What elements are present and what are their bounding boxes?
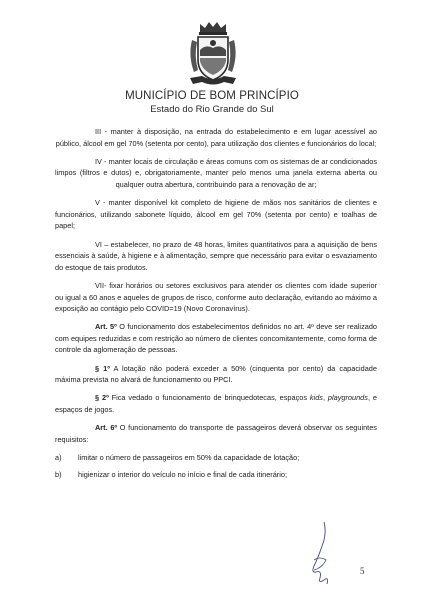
list-item [55, 452, 377, 464]
signature-icon [302, 520, 334, 590]
paragraph-2-label: § 2º [95, 393, 109, 403]
article-5-text: O funcionamento dos estabelecimentos definidos no art. 4º deve ser realizado com equipes reduzidas e com restrição ao número de clientes concomitantemente, como forma de controle da aglomeração de pessoas. [55, 322, 377, 355]
clause-vii: VII- fixar horários ou setores exclusivos para atender os clientes com idade superior ou igual a 60 anos e aqueles de grupos de risco, conforme auto declaração, evitando ao máximo a exposição ao contágio pelo COVID=19 (Novo Coronavírus). [55, 280, 377, 314]
list-item-label: a) [55, 453, 62, 462]
clause-iii: III - manter à disposição, na entrada do estabelecimento e em lugar acessível ao público, álcool em gel 70% (setenta por cento), para utilização dos clientes e funcionários do local; [55, 127, 377, 148]
article-6-text: O funcionamento do transporte de passageiros deverá observar os seguintes requisitos: [55, 423, 377, 444]
decree-body [55, 126, 377, 485]
paragraph-2-text-c: , e espaços de jogos. [55, 393, 377, 415]
clause-iv: IV - manter locais de circulação e áreas comuns com os sistemas de ar condicionados limpos (filtros e dutos) e, obrigatoriamente, manter pelo menos uma janela externa aberta ou qualquer outra abertura, contribuindo para a renovação de ar; [55, 156, 377, 189]
list-item [55, 469, 377, 481]
article-5 [55, 321, 377, 356]
paragraph-1-label: § 1º [95, 363, 110, 373]
paragraph-2 [55, 392, 377, 415]
article-5-label: Art. 5º [95, 322, 117, 332]
list-item-label: b) [55, 469, 62, 479]
clause-v: V - manter disponível kit completo de higiene de mãos nos sanitários de clientes e funcionários, utilizando sabonete líquido, álcool em gel 70% (setenta por cento) e toalhas de papel; [55, 198, 377, 231]
municipality-title: MUNICÍPIO DE BOM PRINCÍPIO [125, 90, 299, 102]
paragraph-2-text-a: Fica vedado o funcionamento de brinquedotecas, espaços [108, 393, 310, 403]
clause-vi: VI – estabelecer, no prazo de 48 horas, limites quantitativos para a aquisição de bens essenciais à saúde, à higiene e à alimentação, sempre que necessário para evitar o esvaziamento do estoque de tais produtos. [55, 239, 377, 272]
list-item-text: limitar o número de passageiros em 50% da capacidade de lotação; [78, 453, 300, 462]
page-number: 5 [360, 566, 365, 576]
article-6 [55, 422, 377, 445]
coat-of-arms-icon [186, 20, 240, 88]
paragraph-2-text-b: , [322, 393, 328, 403]
paragraph-1-text: A lotação não poderá exceder a 50% (cinquenta por cento) da capacidade máxima prevista no alvará de funcionamento ou PPCI. [55, 363, 377, 385]
paragraph-1 [55, 363, 377, 386]
paragraph-2-playgrounds: playgrounds [327, 393, 368, 403]
list-item-text: higienizar o interior do veículo no início e final de cada itinerário; [78, 469, 288, 479]
state-subtitle: Estado do Rio Grande do Sul [150, 104, 274, 115]
paragraph-2-kids: kids [309, 393, 323, 403]
article-6-label: Art. 6º [95, 423, 118, 433]
